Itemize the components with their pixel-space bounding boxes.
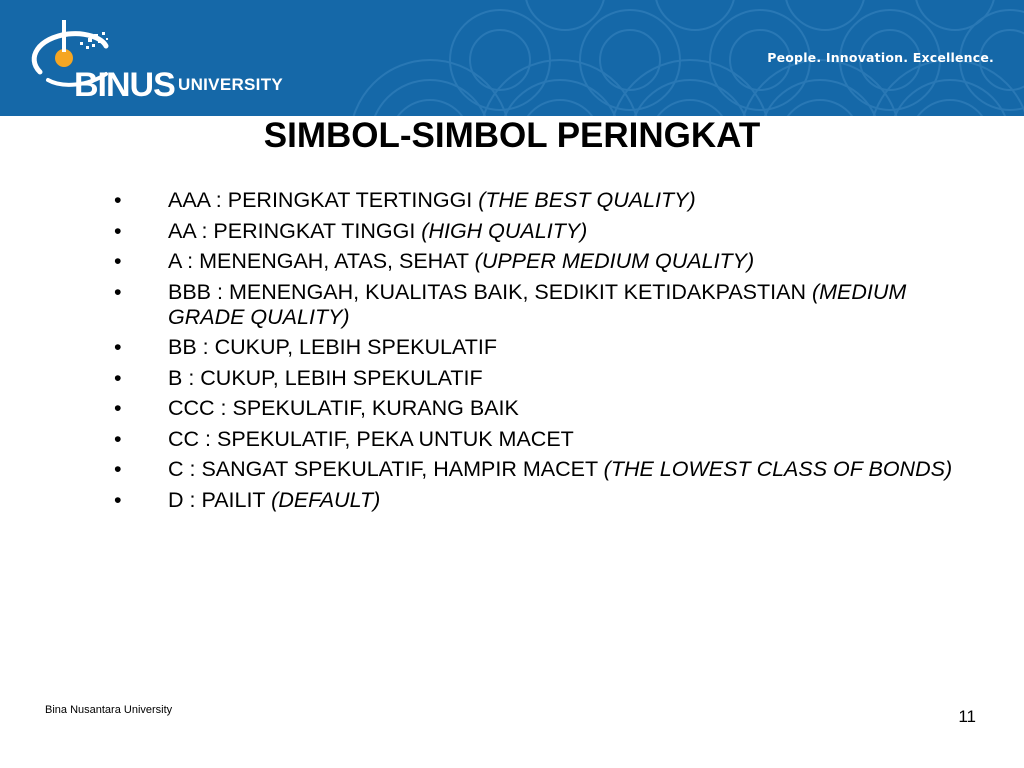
binus-logo[interactable] <box>28 14 308 106</box>
list-item-text: CCC : SPEKULATIF, KURANG BAIK <box>168 396 519 420</box>
list-item-text: AA : PERINGKAT TINGGI <box>168 218 422 243</box>
list-item-italic-text: (THE BEST QUALITY) <box>478 188 696 212</box>
bullet-glyph: • <box>114 188 122 212</box>
list-item-text: D : PAILIT <box>168 487 272 512</box>
list-item-italic-text: (MEDIUM GRADE QUALITY) <box>168 279 907 329</box>
list-item <box>110 249 970 274</box>
page-number: 11 <box>958 707 976 726</box>
bullet-glyph: • <box>114 218 122 243</box>
bullet-list <box>110 188 970 518</box>
bullet-glyph: • <box>114 426 122 451</box>
list-item <box>110 219 970 244</box>
bullet-glyph: • <box>114 279 122 304</box>
list-item-text: CC : SPEKULATIF, PEKA UNTUK MACET <box>168 426 574 451</box>
bullet-glyph: • <box>114 365 122 390</box>
list-item-italic-text: (DEFAULT) <box>271 487 381 512</box>
list-item-text: BBB : MENENGAH, KUALITAS BAIK, SEDIKIT KETIDAKPASTIAN <box>168 279 812 304</box>
list-item-italic-text: (HIGH QUALITY) <box>421 218 588 243</box>
bullet-glyph: • <box>114 396 122 420</box>
list-item <box>110 396 970 421</box>
header-band <box>0 0 1024 116</box>
list-item-text: BB : CUKUP, LEBIH SPEKULATIF <box>168 335 497 359</box>
bullet-glyph: • <box>114 249 122 273</box>
list-item <box>110 335 970 360</box>
list-item-text: A : MENENGAH, ATAS, SEHAT <box>168 249 475 273</box>
list-item <box>110 188 970 213</box>
logo-sub-text: UNIVERSITY <box>178 75 284 94</box>
tagline: People. Innovation. Excellence. <box>767 50 994 65</box>
footer-institution: Bina Nusantara University <box>45 704 173 716</box>
bullet-glyph: • <box>114 335 122 359</box>
list-item <box>110 280 970 330</box>
list-item-text: B : CUKUP, LEBIH SPEKULATIF <box>168 365 483 390</box>
bullet-glyph: • <box>114 487 122 512</box>
logo-brand-text: BINUS <box>74 66 175 104</box>
bullet-glyph: • <box>114 457 122 481</box>
list-item <box>110 488 970 513</box>
list-item-italic-text: (UPPER MEDIUM QUALITY) <box>474 249 755 273</box>
list-item-text: C : SANGAT SPEKULATIF, HAMPIR MACET <box>168 457 604 481</box>
list-item-italic-text: (THE LOWEST CLASS OF BONDS) <box>603 457 953 481</box>
list-item <box>110 366 970 391</box>
list-item <box>110 427 970 452</box>
list-item-text: AAA : PERINGKAT TERTINGGI <box>168 188 479 212</box>
slide-title: SIMBOL-SIMBOL PERINGKAT <box>263 116 761 155</box>
list-item <box>110 457 970 482</box>
